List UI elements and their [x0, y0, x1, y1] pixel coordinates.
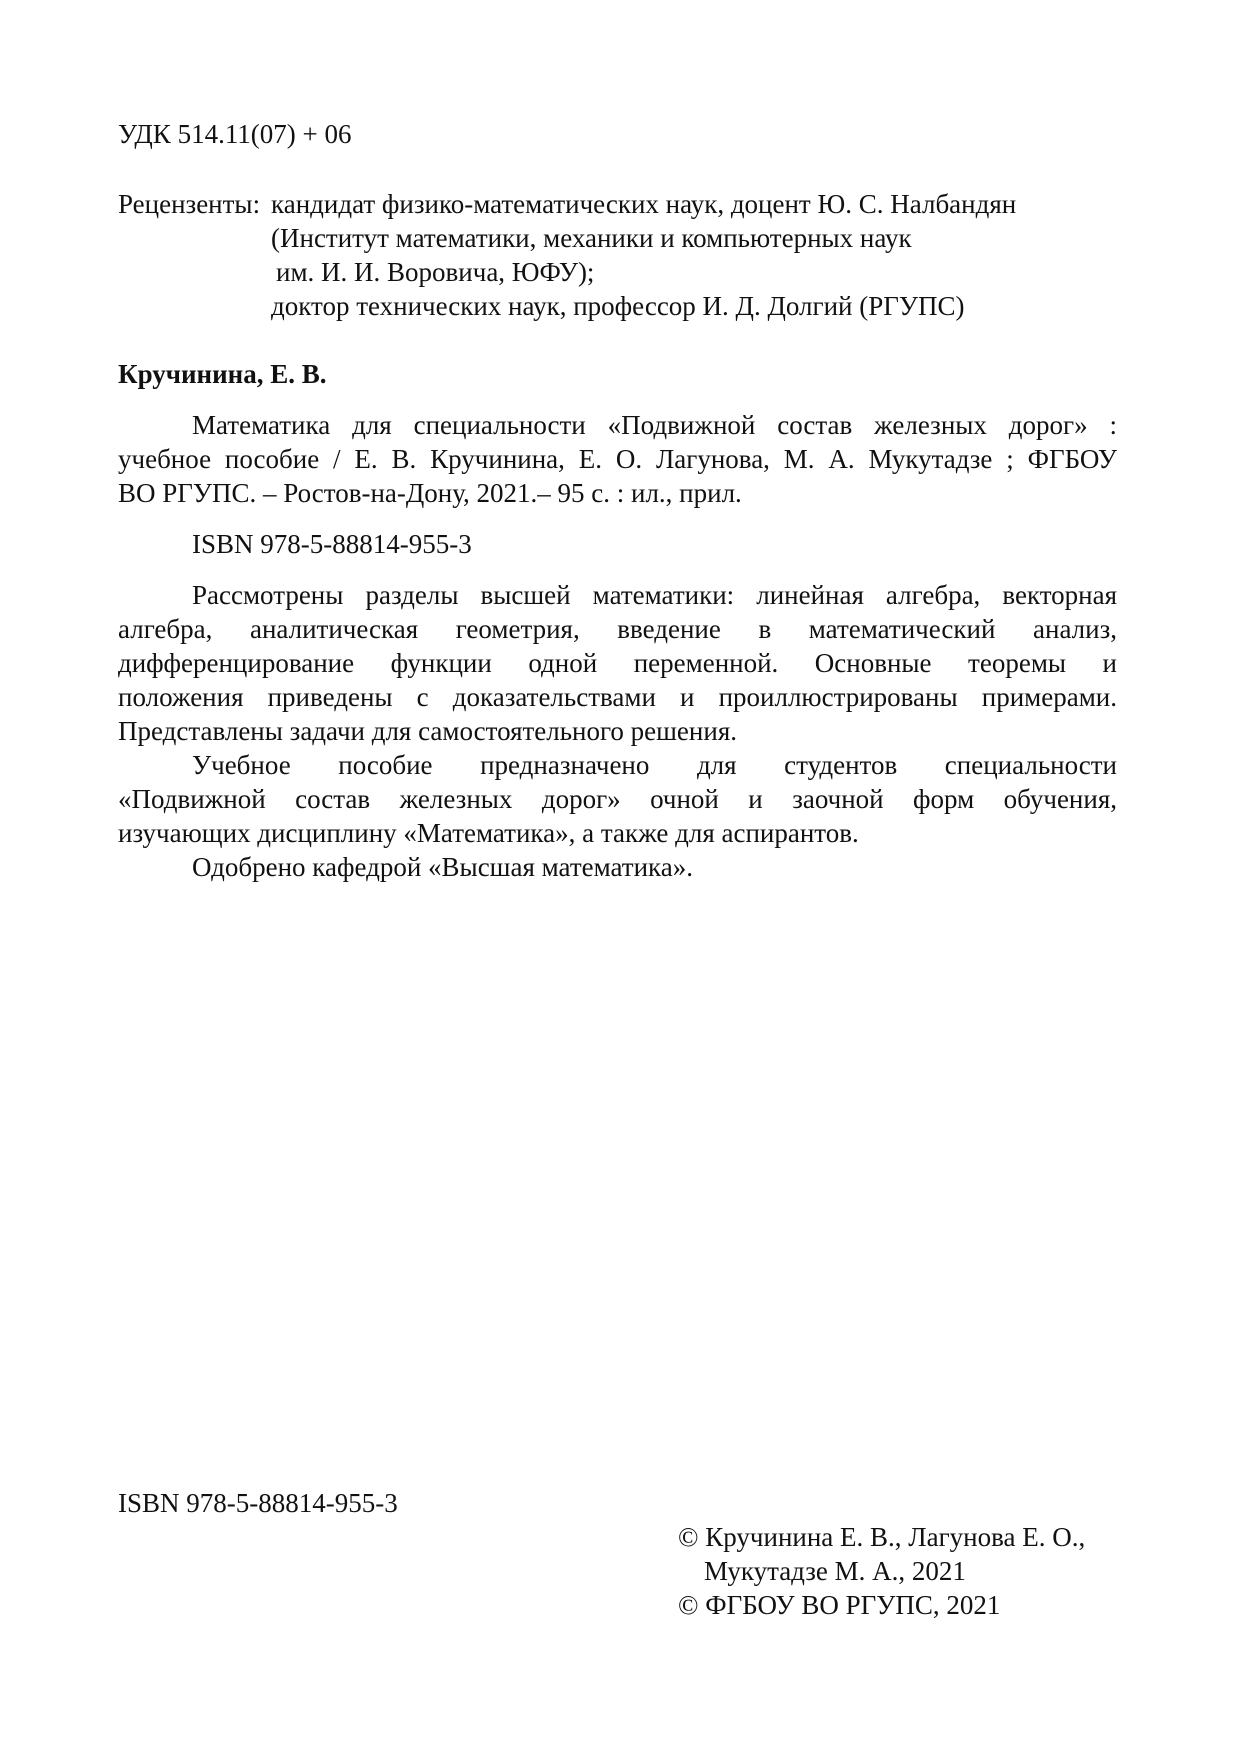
abstract-p1-line-3: дифференцирование функции одной переменной. Основные теоремы и	[118, 648, 1117, 678]
udk-line: УДК 514.11(07) + 06	[118, 119, 352, 149]
reviewers-label: Рецензенты:	[118, 189, 261, 219]
reviewer-line-3: им. И. И. Воровича, ЮФУ);	[276, 257, 595, 287]
author-heading: Кручинина, Е. В.	[118, 359, 327, 389]
copyright-authors-line-2: Мукутадзе М. А., 2021	[704, 1556, 966, 1586]
reviewer-line-2: (Институт математики, механики и компьютерных наук	[271, 223, 912, 253]
abstract-p2-line-2: «Подвижной состав железных дорог» очной и заочной форм обучения,	[118, 784, 1117, 814]
copyright-authors-line-1: © Кручинина Е. В., Лагунова Е. О.,	[678, 1522, 1086, 1552]
abstract-p1-line-5: Представлены задачи для самостоятельного решения.	[118, 716, 737, 746]
bibliography-line-2: учебное пособие / Е. В. Кручинина, Е. О. Лагунова, М. А. Мукутадзе ; ФГБОУ	[118, 444, 1117, 474]
bibliography-line-1: Математика для специальности «Подвижной состав железных дорог» :	[192, 410, 1117, 440]
bibliography-line-3: ВО РГУПС. – Ростов-на-Дону, 2021.– 95 с. : ил., прил.	[118, 478, 742, 508]
copyright-publisher: © ФГБОУ ВО РГУПС, 2021	[678, 1590, 1001, 1620]
abstract-p2-line-1: Учебное пособие предназначено для студентов специальности	[192, 750, 1117, 780]
abstract-p1-line-4: положения приведены с доказательствами и проиллюстрированы примерами.	[118, 682, 1117, 712]
abstract-p3: Одобрено кафедрой «Высшая математика».	[192, 852, 693, 882]
reviewer-line-1: кандидат физико-математических наук, доцент Ю. С. Налбандян	[271, 189, 1017, 219]
abstract-p1-line-2: алгебра, аналитическая геометрия, введение в математический анализ,	[118, 614, 1117, 644]
footer-isbn: ISBN 978-5-88814-955-3	[118, 1488, 398, 1518]
reviewer-line-4: доктор технических наук, профессор И. Д. Долгий (РГУПС)	[271, 291, 965, 321]
abstract-p1-line-1: Рассмотрены разделы высшей математики: линейная алгебра, векторная	[192, 580, 1117, 610]
isbn-line: ISBN 978-5-88814-955-3	[192, 529, 472, 559]
abstract-p2-line-3: изучающих дисциплину «Математика», а также для аспирантов.	[118, 818, 859, 848]
